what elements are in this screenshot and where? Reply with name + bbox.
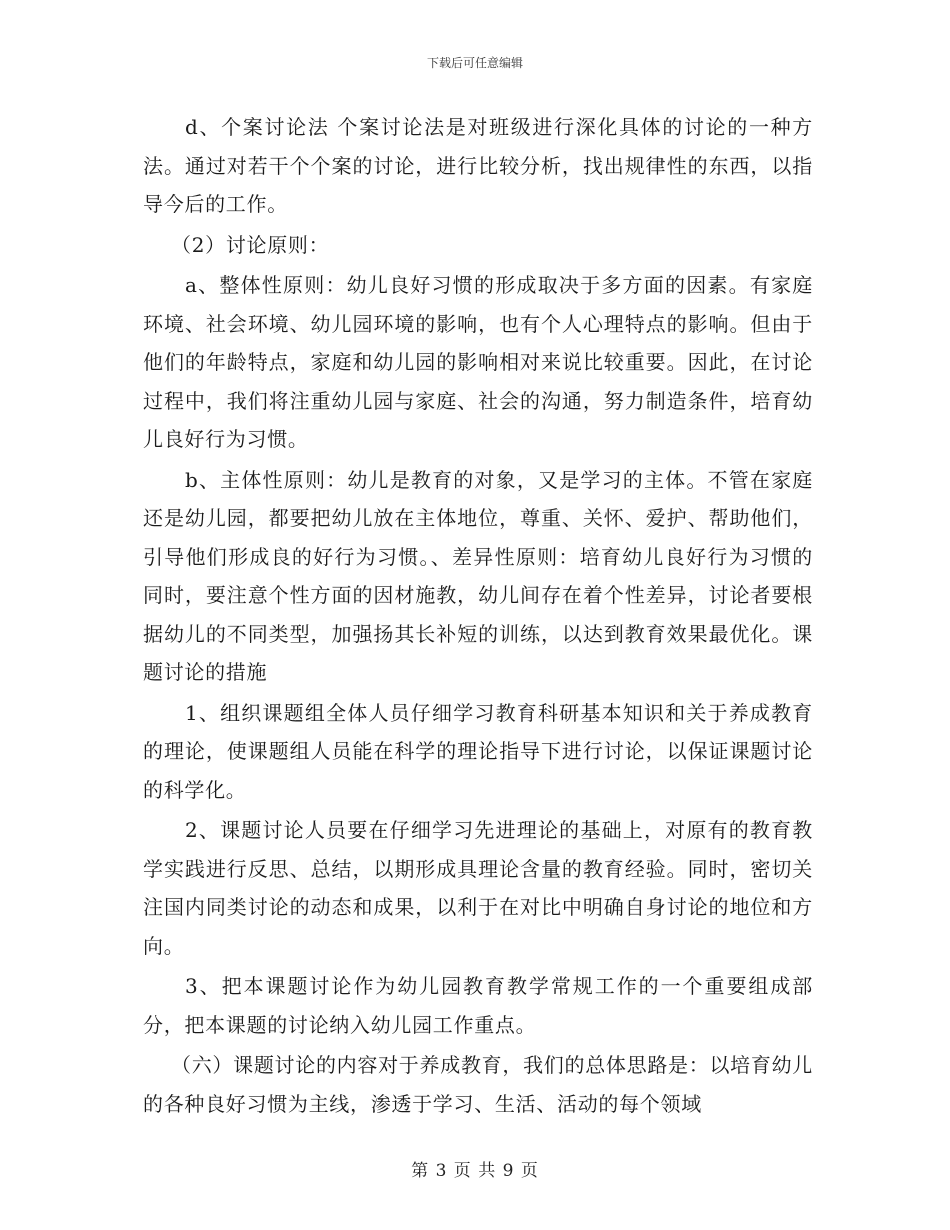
paragraph-measure-2: 2、课题讨论人员要在仔细学习先进理论的基础上，对原有的教育教学实践进行反思、总结，以期形成具理论含量的教育经验。同时，密切关注国内同类讨论的动态和成果，以利于在对比中明确自身讨论的地位和方向。	[143, 818, 813, 958]
document-body	[143, 108, 813, 1125]
page-header: 下载后可任意编辑	[426, 56, 523, 70]
heading-discussion-principles: （2）讨论原则：	[171, 232, 330, 257]
paragraph-case-discussion: d、个案讨论法 个案讨论法是对班级进行深化具体的讨论的一种方法。通过对若干个个案的讨论，进行比较分析，找出规律性的东西，以指导今后的工作。	[143, 115, 813, 216]
paragraph-research-content: （六）课题讨论的内容对于养成教育，我们的总体思路是：以培育幼儿的各种良好习惯为主线，渗透于学习、生活、活动的每个领域	[143, 1053, 813, 1116]
paragraph-measure-1: 1、组织课题组全体人员仔细学习教育科研基本知识和关于养成教育的理论，使课题组人员能在科学的理论指导下进行讨论，以保证课题讨论的科学化。	[143, 700, 813, 802]
page-number: 第 3 页 共 9 页	[411, 1161, 539, 1181]
paragraph-subjectivity-principle: b、主体性原则：幼儿是教育的对象，又是学习的主体。不管在家庭还是幼儿园，都要把幼儿放在主体地位，尊重、关怀、爱护、帮助他们，引导他们形成良的好行为习惯。、差异性原则：培育幼儿良好行为习惯的同时，要注意个性方面的因材施教，幼儿间存在着个性差异，讨论者要根据幼儿的不同类型，加强扬其长补短的训练，以达到教育效果最优化。课题讨论的措施	[143, 467, 813, 684]
paragraph-integrity-principle: a、整体性原则：幼儿良好习惯的形成取决于多方面的因素。有家庭环境、社会环境、幼儿园环境的影响，也有个人心理特点的影响。但由于他们的年龄特点，家庭和幼儿园的影响相对来说比较重要。因此，在讨论过程中，我们将注重幼儿园与家庭、社会的沟通，努力制造条件，培育幼儿良好行为习惯。	[143, 273, 813, 451]
paragraph-measure-3: 3、把本课题讨论作为幼儿园教育教学常规工作的一个重要组成部分，把本课题的讨论纳入幼儿园工作重点。	[143, 974, 813, 1037]
